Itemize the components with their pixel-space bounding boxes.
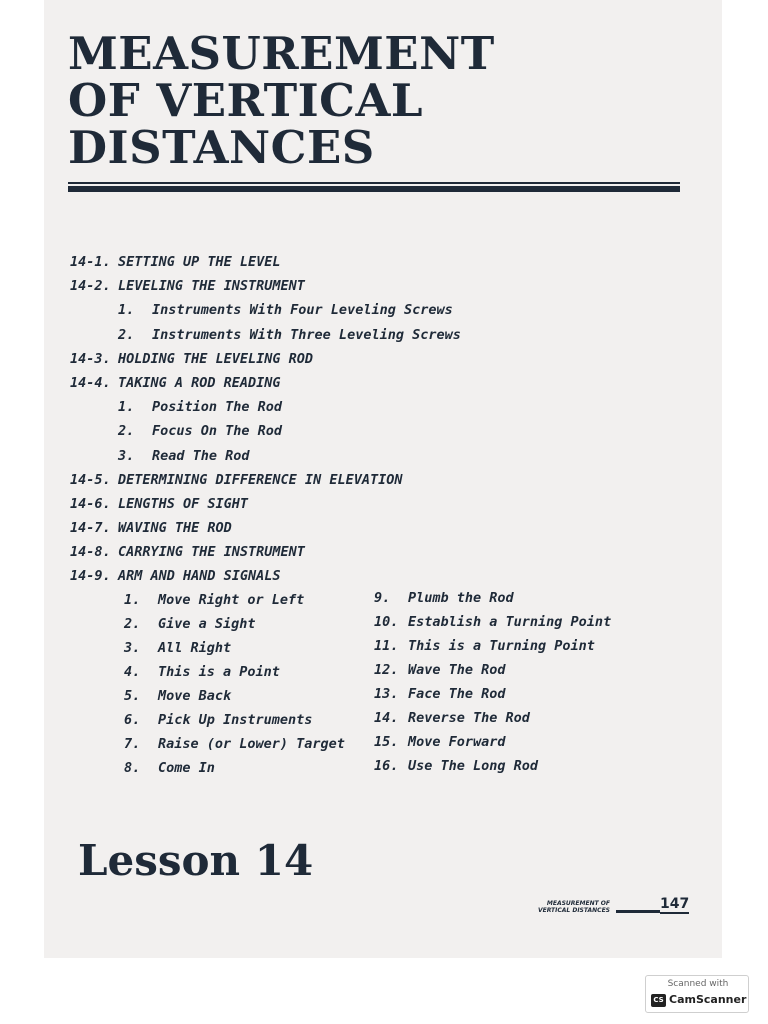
toc-number: 14-2. xyxy=(70,278,111,295)
chapter-title xyxy=(68,27,495,174)
toc-section xyxy=(70,250,461,274)
signal-item xyxy=(374,754,611,778)
signal-item xyxy=(374,706,611,730)
signal-item xyxy=(124,660,345,684)
signal-item xyxy=(124,684,345,708)
toc-label: TAKING A ROD READING xyxy=(118,374,281,391)
title-line: OF VERTICAL xyxy=(68,74,424,127)
toc-subsection xyxy=(70,444,461,468)
toc-label: LENGTHS OF SIGHT xyxy=(118,495,249,512)
signal-number: 2. xyxy=(124,616,141,632)
signal-label: Move Back xyxy=(158,688,232,704)
toc-number: 14-8. xyxy=(70,544,111,561)
toc-label: CARRYING THE INSTRUMENT xyxy=(118,544,305,561)
signal-label: Pick Up Instruments xyxy=(158,712,313,728)
signal-number: 12. xyxy=(374,662,399,678)
toc-number: 3. xyxy=(118,447,135,464)
signal-label: Raise (or Lower) Target xyxy=(158,736,345,752)
signal-number: 5. xyxy=(124,688,141,704)
signal-item xyxy=(374,610,611,634)
toc-subsection xyxy=(70,395,461,419)
toc-section xyxy=(70,274,461,298)
toc-number: 1. xyxy=(118,399,135,416)
toc-subsection xyxy=(70,298,461,322)
toc-number: 2. xyxy=(118,326,135,343)
signal-number: 8. xyxy=(124,760,141,776)
toc-label: Read The Rod xyxy=(152,447,250,464)
toc-number: 1. xyxy=(118,302,135,319)
signal-label: Use The Long Rod xyxy=(408,758,539,774)
toc-label: Instruments With Four Leveling Screws xyxy=(152,302,453,319)
watermark-caption: Scanned with xyxy=(667,979,729,989)
signal-number: 15. xyxy=(374,734,399,750)
signal-item xyxy=(124,588,345,612)
toc-section xyxy=(70,371,461,395)
toc-label: Position The Rod xyxy=(152,399,283,416)
title-line: MEASUREMENT xyxy=(68,27,495,80)
toc-number: 14-6. xyxy=(70,495,111,512)
running-footer xyxy=(514,900,610,914)
toc-number: 2. xyxy=(118,423,135,440)
toc-section xyxy=(70,540,461,564)
signal-item xyxy=(374,586,611,610)
signal-item xyxy=(374,634,611,658)
signal-number: 7. xyxy=(124,736,141,752)
signal-number: 11. xyxy=(374,638,399,654)
signal-label: This is a Point xyxy=(158,664,280,680)
signal-number: 16. xyxy=(374,758,399,774)
toc-subsection xyxy=(70,419,461,443)
toc-subsection xyxy=(70,323,461,347)
signals-right-column xyxy=(374,586,611,778)
signal-label: Reverse The Rod xyxy=(408,710,530,726)
signal-number: 4. xyxy=(124,664,141,680)
toc-number: 14-7. xyxy=(70,520,111,537)
toc-number: 14-1. xyxy=(70,254,111,270)
signal-number: 14. xyxy=(374,710,399,726)
toc-section xyxy=(70,347,461,371)
footer-line: VERTICAL DISTANCES xyxy=(537,907,610,914)
signal-number: 6. xyxy=(124,712,141,728)
signal-label: Move Right or Left xyxy=(158,592,305,608)
signal-label: Move Forward xyxy=(408,734,506,750)
title-rule xyxy=(68,182,680,192)
signal-number: 1. xyxy=(124,592,141,608)
signal-item xyxy=(124,636,345,660)
toc-label: ARM AND HAND SIGNALS xyxy=(118,568,281,585)
watermark-brand: CamScanner xyxy=(669,993,747,1006)
signal-label: Wave The Rod xyxy=(408,662,506,678)
toc-label: WAVING THE ROD xyxy=(118,520,232,537)
signal-number: 9. xyxy=(374,590,391,606)
toc-number: 14-5. xyxy=(70,471,111,488)
toc-number: 14-4. xyxy=(70,374,111,391)
toc-section xyxy=(70,468,461,492)
toc-number: 14-9. xyxy=(70,568,111,585)
toc-section xyxy=(70,516,461,540)
toc-label: DETERMINING DIFFERENCE IN ELEVATION xyxy=(118,471,403,488)
toc-section xyxy=(70,492,461,516)
footer-line: MEASUREMENT OF xyxy=(546,900,610,907)
toc-label: Focus On The Rod xyxy=(152,423,283,440)
signal-item xyxy=(124,756,345,780)
page-number: 147 xyxy=(660,896,690,912)
title-line: DISTANCES xyxy=(68,121,375,174)
page-footer xyxy=(514,896,694,922)
signal-item xyxy=(374,682,611,706)
toc-label: Instruments With Three Leveling Screws xyxy=(152,326,461,343)
signal-label: Plumb the Rod xyxy=(408,590,514,606)
toc-label: HOLDING THE LEVELING ROD xyxy=(118,350,314,367)
signal-item xyxy=(124,612,345,636)
signal-label: Establish a Turning Point xyxy=(408,614,612,630)
table-of-contents xyxy=(70,250,461,589)
signal-number: 13. xyxy=(374,686,399,702)
signal-item xyxy=(374,658,611,682)
signal-item xyxy=(124,732,345,756)
camscanner-watermark xyxy=(645,975,749,1013)
signal-label: Give a Sight xyxy=(158,616,256,632)
toc-section xyxy=(70,564,461,588)
signal-label: All Right xyxy=(158,640,232,656)
signal-item xyxy=(124,708,345,732)
signal-number: 10. xyxy=(374,614,399,630)
toc-number: 14-3. xyxy=(70,350,111,367)
signal-number: 3. xyxy=(124,640,141,656)
signal-label: Face The Rod xyxy=(408,686,506,702)
signals-left-column xyxy=(124,588,345,780)
camscanner-logo-icon: CS xyxy=(651,994,666,1007)
signal-label: This is a Turning Point xyxy=(408,638,595,654)
toc-label: SETTING UP THE LEVEL xyxy=(118,254,281,270)
signal-label: Come In xyxy=(158,760,215,776)
footer-rule xyxy=(616,910,660,913)
signal-item xyxy=(374,730,611,754)
toc-label: LEVELING THE INSTRUMENT xyxy=(118,278,305,295)
lesson-heading: Lesson 14 xyxy=(78,836,314,885)
